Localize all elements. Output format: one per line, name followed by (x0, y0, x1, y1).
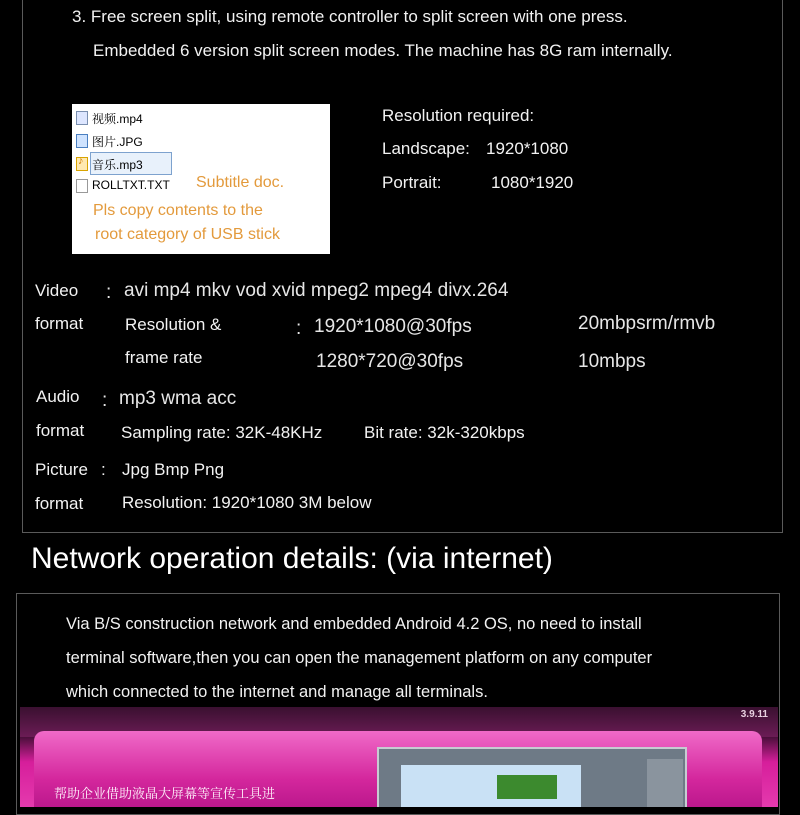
text-file-icon (76, 179, 88, 193)
version-label: 3.9.11 (740, 709, 768, 720)
audio-formats: mp3 wma acc (119, 388, 237, 409)
video-resolution-label: Resolution & (125, 315, 222, 334)
video-resolution-2: 1280*720@30fps (316, 351, 464, 372)
audio-format-label: format (36, 421, 85, 440)
landscape-value: 1920*1080 (486, 139, 569, 158)
copy-note-line-1: Pls copy contents to the (93, 202, 263, 219)
picture-formats: Jpg Bmp Png (122, 460, 225, 479)
video-resolution-1: 1920*1080@30fps (314, 316, 472, 337)
file-item-image (92, 133, 143, 150)
audio-sampling-rate: Sampling rate: 32K-48KHz (121, 423, 323, 442)
file-name: ROLLTXT.TXT (92, 178, 170, 192)
network-line-3: which connected to the internet and manage all terminals. (66, 683, 488, 701)
picture-label: Picture (35, 460, 88, 479)
music-file-icon (76, 157, 88, 171)
file-item-text (92, 178, 170, 192)
usb-file-listing (72, 104, 330, 254)
picture-format-label: format (35, 494, 84, 513)
file-name: 音乐.mp3 (92, 158, 143, 172)
feature-3-line-1: 3. Free screen split, using remote controller to split screen with one press. (72, 7, 628, 26)
video-bitrate-2: 10mbps (578, 351, 646, 372)
portrait-value: 1080*1920 (491, 173, 574, 192)
features-panel (22, 0, 783, 533)
network-line-1: Via B/S construction network and embedded Android 4.2 OS, no need to install (66, 615, 642, 633)
file-item-music (92, 156, 143, 173)
video-file-icon (76, 111, 88, 125)
copy-note-line-2: root category of USB stick (95, 226, 280, 243)
file-item-video (92, 110, 143, 127)
image-file-icon (76, 134, 88, 148)
audio-label: Audio (36, 387, 80, 406)
video-colon: : (106, 282, 112, 303)
network-heading: Network operation details: (via internet) (31, 542, 553, 575)
video-framerate-label: frame rate (125, 348, 203, 367)
video-format-label: format (35, 314, 84, 333)
landscape-label: Landscape: (382, 139, 470, 158)
screenshot-monitor-image (377, 747, 687, 807)
network-line-2: terminal software,then you can open the management platform on any computer (66, 649, 653, 667)
screenshot-chinese-text: 帮助企业借助液晶大屏幕等宣传工具进 (54, 787, 276, 802)
audio-colon: : (102, 390, 108, 411)
management-platform-screenshot (20, 707, 778, 807)
file-name: 视频.mp4 (92, 112, 143, 126)
feature-3-line-2: Embedded 6 version split screen modes. The machine has 8G ram internally. (93, 41, 673, 60)
file-name: 图片.JPG (92, 135, 143, 149)
picture-colon: : (101, 460, 106, 479)
monitor-green-block (497, 775, 557, 799)
subtitle-note: Subtitle doc. (196, 174, 285, 191)
video-formats: avi mp4 mkv vod xvid mpeg2 mpeg4 divx.264 (124, 280, 509, 301)
audio-bit-rate: Bit rate: 32k-320kbps (364, 423, 525, 442)
picture-resolution: Resolution: 1920*1080 3M below (122, 493, 372, 512)
portrait-label: Portrait: (382, 173, 442, 192)
video-label: Video (35, 281, 79, 300)
video-bitrate-1: 20mbpsrm/rmvb (578, 313, 716, 334)
video-res-colon: : (296, 318, 302, 339)
resolution-required-title: Resolution required: (382, 106, 535, 125)
